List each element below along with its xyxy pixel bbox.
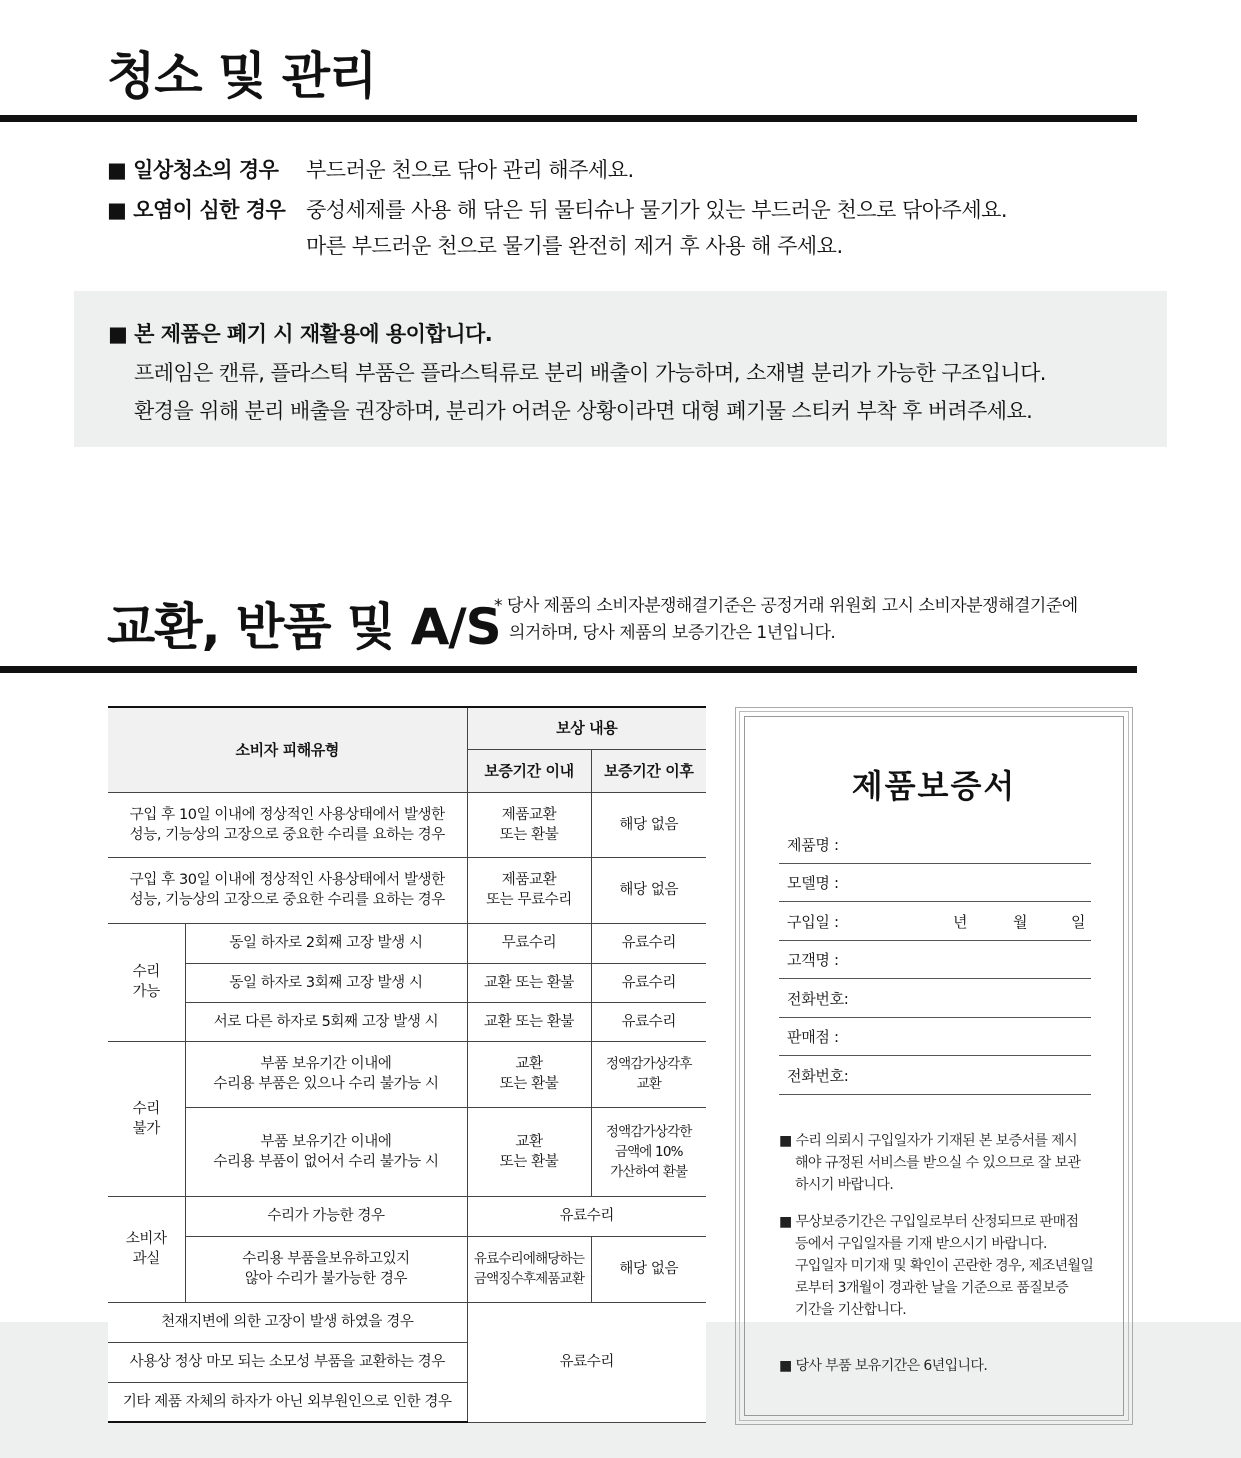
- care-heavy-label: ■ 오염이 심한 경우: [107, 198, 286, 222]
- care-heavy-line: [107, 195, 1007, 225]
- recycle-title: ■ 본 제품은 폐기 시 재활용에 용이합니다.: [108, 322, 493, 346]
- paid-repair-cell: 유료수리: [467, 1302, 706, 1422]
- row10-desc: 천재지변에 의한 고장이 발생 하였을 경우: [108, 1302, 467, 1342]
- as-note-line-2: 의거하며, 당사 제품의 보증기간은 1년입니다.: [509, 623, 836, 643]
- field-model-name: 모델명 :: [779, 864, 1091, 902]
- row7-within: 교환 또는 환불: [467, 1107, 591, 1196]
- date-month: 월: [1013, 913, 1028, 931]
- care-heavy-text-2: 마른 부드러운 천으로 물기를 완전히 제거 후 사용 해 주세요.: [306, 234, 843, 258]
- row4-within: 교환 또는 환불: [467, 963, 591, 1002]
- row4-desc: 동일 하자로 3회째 고장 발생 시: [185, 963, 467, 1002]
- care-daily-line: [107, 155, 634, 185]
- compensation-table: [108, 706, 706, 1423]
- table-row: [108, 1107, 706, 1196]
- care-daily-label: ■ 일상청소의 경우: [107, 158, 279, 182]
- care-daily-text: 부드러운 천으로 닦아 관리 해주세요.: [306, 158, 634, 182]
- recycle-info-box: [74, 291, 1167, 447]
- row6-within: 교환 또는 환불: [467, 1041, 591, 1107]
- table-row: [108, 1041, 706, 1107]
- table-row: [108, 1196, 706, 1236]
- row6-desc: 부품 보유기간 이내에 수리용 부품은 있으나 수리 불가능 시: [185, 1041, 467, 1107]
- as-note-line-1: * 당사 제품의 소비자분쟁해결기준은 공정거래 위원회 고시 소비자분쟁해결기준에: [494, 596, 1078, 616]
- header-within-warranty: 보증기간 이내: [467, 749, 591, 792]
- row1-within: 제품교환 또는 환불: [467, 792, 591, 857]
- field-product-name: 제품명 :: [779, 826, 1091, 864]
- row8-desc: 수리가 가능한 경우: [185, 1196, 467, 1236]
- field-purchase-date: 구입일 : 년 월 일: [779, 903, 1091, 941]
- warranty-note-2: ■ 무상보증기간은 구입일로부터 산정되므로 판매점 등에서 구입일자를 기재 받으시기 바랍니다. 구입일자 미기재 및 확인이 곤란한 경우, 제조년월일 로부터 3개월이 경과한 날을 기준으로 품질보증 기간을 기산합니다.: [779, 1214, 1094, 1318]
- warranty-card: [735, 707, 1133, 1425]
- field-store-phone: 전화번호:: [779, 1057, 1091, 1095]
- care-heavy-text: 중성세제를 사용 해 닦은 뒤 물티슈나 물기가 있는 부드러운 천으로 닦아주세요.: [306, 198, 1008, 222]
- row5-after: 유료수리: [591, 1002, 706, 1041]
- table-row: [108, 923, 706, 963]
- row12-desc: 기타 제품 자체의 하자가 아닌 외부원인으로 인한 경우: [108, 1382, 467, 1422]
- as-divider: [0, 666, 1137, 673]
- row3-desc: 동일 하자로 2회째 고장 발생 시: [185, 923, 467, 963]
- field-phone: 전화번호:: [779, 980, 1091, 1018]
- row2-within: 제품교환 또는 무료수리: [467, 857, 591, 923]
- warranty-card-frame: [739, 711, 1129, 1421]
- field-store: 판매점 :: [779, 1018, 1091, 1056]
- header-after-warranty: 보증기간 이후: [591, 749, 706, 792]
- care-section-title: 청소 및 관리: [107, 47, 377, 105]
- row5-desc: 서로 다른 하자로 5회째 고장 발생 시: [185, 1002, 467, 1041]
- warranty-card-inner: [744, 716, 1124, 1416]
- row5-within: 교환 또는 환불: [467, 1002, 591, 1041]
- recycle-line-1: 프레임은 캔류, 플라스틱 부품은 플라스틱류로 분리 배출이 가능하며, 소재별 분리가 가능한 구조입니다.: [134, 361, 1046, 385]
- warranty-title: 제품보증서: [851, 767, 1017, 805]
- date-day: 일: [1071, 913, 1086, 931]
- table-row: [108, 857, 706, 923]
- row4-after: 유료수리: [591, 963, 706, 1002]
- row3-after: 유료수리: [591, 923, 706, 963]
- date-year: 년: [953, 913, 968, 931]
- row7-after: 정액감가상각한 금액에 10% 가산하여 환불: [591, 1107, 706, 1196]
- table-row: [108, 1002, 706, 1041]
- row9-desc: 수리용 부품을보유하고있지 않아 수리가 불가능한 경우: [185, 1236, 467, 1302]
- header-damage-type: 소비자 피해유형: [108, 707, 467, 792]
- as-note: [494, 593, 1078, 647]
- row1-after: 해당 없음: [591, 792, 706, 857]
- as-section-title: 교환, 반품 및 A/S: [107, 598, 501, 656]
- warranty-note-1: ■ 수리 의뢰시 구입일자가 기재된 본 보증서를 제시 해야 규정된 서비스를 받으실 수 있으므로 잘 보관 하시기 바랍니다.: [779, 1133, 1081, 1193]
- row2-after: 해당 없음: [591, 857, 706, 923]
- group-repairable: 수리 가능: [108, 923, 185, 1041]
- table-row: [108, 963, 706, 1002]
- row2-desc: 구입 후 30일 이내에 정상적인 사용상태에서 발생한 성능, 기능상의 고장으로 중요한 수리를 요하는 경우: [108, 857, 467, 923]
- row11-desc: 사용상 정상 마모 되는 소모성 부품을 교환하는 경우: [108, 1342, 467, 1382]
- row9-within: 유료수리에해당하는 금액징수후제품교환: [467, 1236, 591, 1302]
- row1-desc: 구입 후 10일 이내에 정상적인 사용상태에서 발생한 성능, 기능상의 고장으로 중요한 수리를 요하는 경우: [108, 792, 467, 857]
- header-compensation: 보상 내용: [467, 707, 706, 749]
- group-consumer-fault: 소비자 과실: [108, 1196, 185, 1302]
- table-row: [108, 1302, 706, 1342]
- group-not-repairable: 수리 불가: [108, 1041, 185, 1196]
- row6-after: 정액감가상각후 교환: [591, 1041, 706, 1107]
- recycle-line-2: 환경을 위해 분리 배출을 권장하며, 분리가 어려운 상황이라면 대형 폐기물 스티커 부착 후 버려주세요.: [134, 399, 1033, 423]
- warranty-note-3: ■ 당사 부품 보유기간은 6년입니다.: [779, 1358, 988, 1374]
- table-row: [108, 792, 706, 857]
- care-divider: [0, 115, 1137, 122]
- row9-after: 해당 없음: [591, 1236, 706, 1302]
- row3-within: 무료수리: [467, 923, 591, 963]
- table-row: [108, 1236, 706, 1302]
- row7-desc: 부품 보유기간 이내에 수리용 부품이 없어서 수리 불가능 시: [185, 1107, 467, 1196]
- row8-both: 유료수리: [467, 1196, 706, 1236]
- field-customer-name: 고객명 :: [779, 941, 1091, 979]
